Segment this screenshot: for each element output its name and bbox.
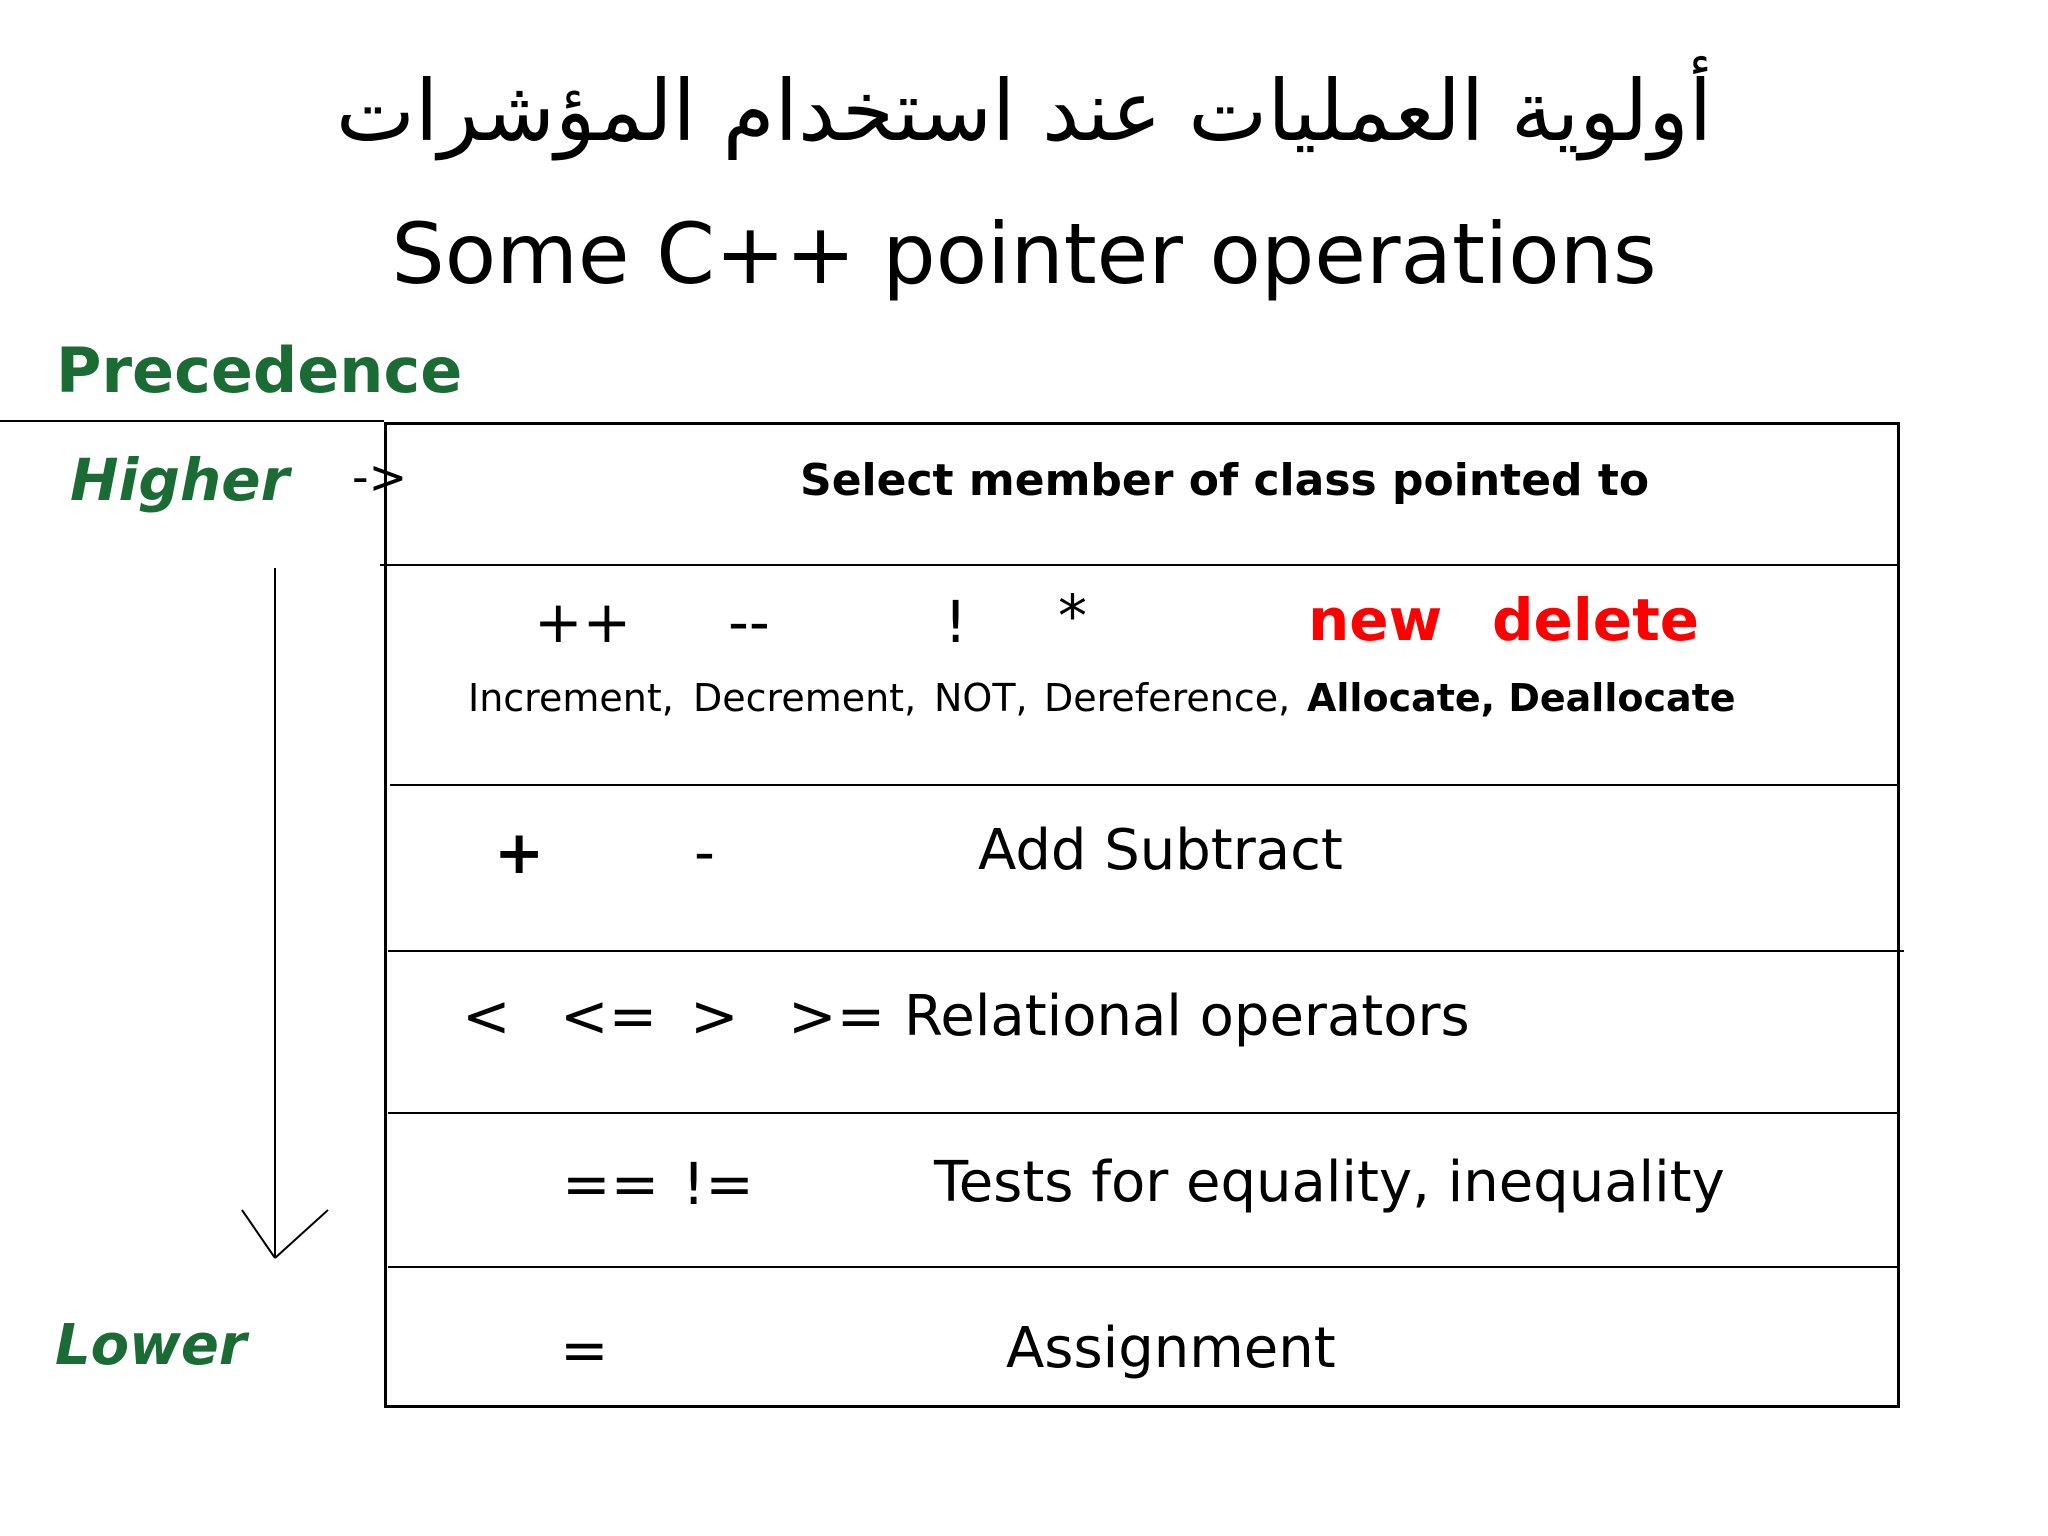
allocate-desc: Allocate, Deallocate — [1307, 676, 1736, 720]
arabic-title: أولوية العمليات عند استخدام المؤشرات — [335, 62, 1713, 160]
row3-description: Add Subtract — [978, 818, 1343, 883]
lower-label: Lower — [55, 1313, 247, 1378]
increment-operator: ++ — [534, 588, 632, 656]
row-divider — [380, 564, 1900, 566]
greater-than-operator: > — [690, 982, 739, 1050]
assignment-operator: = — [560, 1316, 609, 1384]
higher-label: Higher — [70, 446, 290, 514]
page-title: Some C++ pointer operations — [391, 205, 1657, 303]
row-divider — [388, 950, 1904, 952]
row4-description: Relational operators — [904, 984, 1470, 1049]
dereference-desc: Dereference, — [1044, 676, 1291, 720]
greater-equal-operator: >= — [788, 982, 886, 1050]
subtract-operator: - — [694, 818, 715, 886]
dereference-operator: * — [1058, 582, 1087, 650]
less-equal-operator: <= — [560, 982, 658, 1050]
not-operator: ! — [944, 588, 968, 656]
precedence-label: Precedence — [56, 334, 463, 407]
down-arrow-icon — [230, 568, 340, 1268]
decrement-operator: -- — [728, 588, 770, 656]
row6-description: Assignment — [1006, 1316, 1336, 1381]
row-divider — [388, 1112, 1900, 1114]
precedence-divider — [0, 420, 384, 422]
equality-operator: == — [562, 1150, 660, 1218]
row1-description: Select member of class pointed to — [800, 455, 1650, 506]
row-divider — [390, 784, 1900, 786]
decrement-desc: Decrement, — [693, 676, 917, 720]
not-desc: NOT, — [934, 676, 1028, 720]
inequality-operator: != — [682, 1150, 754, 1218]
add-operator: + — [494, 818, 545, 888]
row5-description: Tests for equality, inequality — [934, 1150, 1725, 1215]
arrow-operator: -> — [352, 450, 408, 504]
new-operator: new — [1308, 586, 1443, 654]
precedence-table — [384, 422, 1900, 1408]
less-than-operator: < — [462, 982, 511, 1050]
increment-desc: Increment, — [468, 676, 674, 720]
delete-operator: delete — [1492, 586, 1700, 654]
row-divider — [388, 1266, 1900, 1268]
